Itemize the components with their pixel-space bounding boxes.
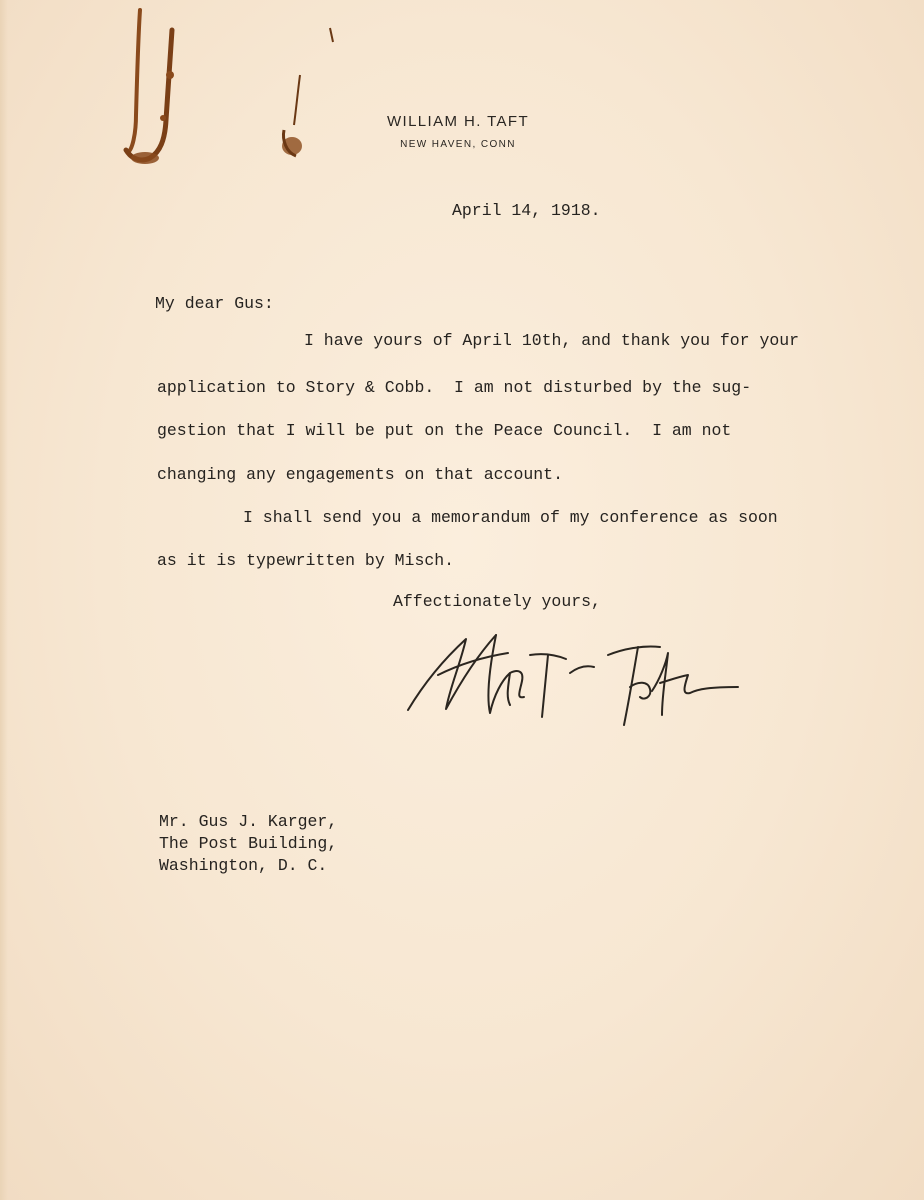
body-line: as it is typewritten by Misch.	[157, 551, 455, 570]
body-line: changing any engagements on that account.	[157, 465, 563, 484]
salutation: My dear Gus:	[155, 294, 274, 313]
body-line: I have yours of April 10th, and thank you for your	[304, 331, 800, 350]
closing: Affectionately yours,	[393, 592, 601, 611]
address-line: Mr. Gus J. Karger,	[159, 812, 338, 831]
address-line: Washington, D. C.	[159, 856, 328, 875]
address-line: The Post Building,	[159, 834, 338, 853]
body-line: application to Story & Cobb. I am not disturbed by the sug-	[157, 378, 752, 397]
letter-date: April 14, 1918.	[452, 201, 601, 220]
body-line: I shall send you a memorandum of my conference as soon	[243, 508, 778, 527]
handwritten-signature	[398, 625, 758, 735]
letterhead-place: NEW HAVEN, CONN	[400, 139, 516, 150]
rust-stain-marks	[0, 0, 924, 200]
letterhead-name: WILLIAM H. TAFT	[386, 113, 530, 130]
body-line: gestion that I will be put on the Peace Council. I am not	[157, 421, 732, 440]
